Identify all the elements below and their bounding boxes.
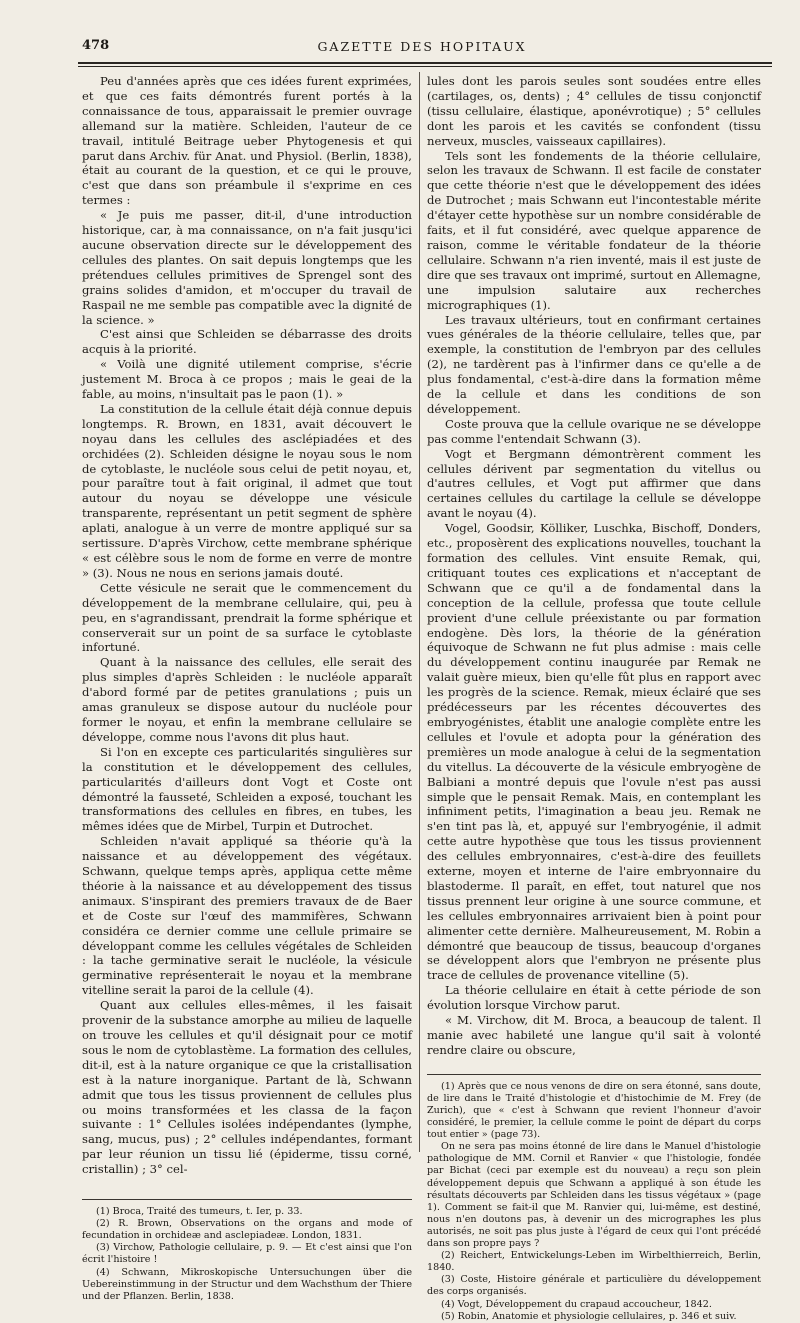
body-paragraph: Cette vésicule ne serait que le commencement du développement de la membrane cellulaire, qui, peu à peu, en s'agrandissant, prendrait la forme sphérique et conserverait sur un point de sa surface le cytoblaste infortuné. <box>82 580 412 655</box>
footnote: (3) Coste, Histoire générale et particulière du développement des corps organisés. <box>427 1274 761 1298</box>
body-paragraph: « Voilà une dignité utilement comprise, s'écrie justement M. Broca à ce propos ; mais le geai de la fable, au moins, n'insultait pas le paon (1). » <box>82 357 412 402</box>
body-paragraph: La constitution de la cellule était déjà connue depuis longtemps. R. Brown, en 1831, avait découvert le noyau dans les cellules des asclépiadées et des orchidées (2). Schleiden désigne le noyau sous le nom de cytoblaste, le nucléole sous celui de petit noyau, et, pour paraître tout à fait original, il admet que tout autour du noyau se développe une vésicule transparente, représentant un petit segment de sphère aplati, analogue à un verre de montre appliqué sur sa sertissure. D'après Virchow, cette membrane sphérique « est célèbre sous le nom de forme en verre de montre » (3). Nous ne nous en serions jamais douté. <box>82 401 412 580</box>
body-paragraph: « M. Virchow, dit M. Broca, a beaucoup de talent. Il manie avec habileté une langue qu'il sait à volonté rendre claire ou obscure, <box>427 1013 761 1057</box>
body-paragraph: Schleiden n'avait appliqué sa théorie qu'à la naissance et au développement des végétaux. Schwann, quelque temps après, appliqua cette même théorie à la naissance et au développement des tissus animaux. S'inspirant des premiers travaux de de Baer et de Coste sur l'œuf des mammifères, Schwann considéra ce dernier comme une cellule primaire se développant comme les cellules végétales de Schleiden : la tache germinative serait le nucléole, la vésicule germinative représenterait le noyau et la membrane vitelline serait la paroi de la cellule (4). <box>82 834 412 998</box>
page-number: 478 <box>82 38 110 53</box>
footnote: On ne sera pas moins étonné de lire dans le Manuel d'histologie pathologique de MM. Cornil et Ranvier « que l'histologie, fondée par Bichat (ceci par exemple est du nouveau) a reçu son plein développement depuis que Schwann a appliqué à son étude les résultats découverts par Schleiden dans les tissus végétaux » (page 1). Comment se fait-il que M. Ranvier qui, lui-même, est destiné, nous n'en doutons pas, à devenir un des micrographes les plus autorisés, ne soit pas plus juste à l'égard de ceux qui l'ont précédé dans son propre pays ? <box>427 1141 761 1250</box>
right-column <box>427 74 761 1323</box>
right-footnotes <box>427 1081 761 1323</box>
left-footnotes <box>82 1206 412 1303</box>
body-paragraph: « Je puis me passer, dit-il, d'une introduction historique, car, à ma connaissance, on n'a fait jusqu'ici aucune observation directe sur le développement des cellules des plantes. On sait depuis longtemps que les prétendues cellules primitives de Sprengel sont des grains solides d'amidon, et m'occuper du travail de Raspail ne me semble pas compatible avec la dignité de la science. » <box>82 208 412 327</box>
left-column <box>82 74 412 1303</box>
header-rule-thick <box>78 62 772 64</box>
footnote: (3) Virchow, Pathologie cellulaire, p. 9. — Et c'est ainsi que l'on écrit l'histoire ! <box>82 1242 412 1266</box>
column-divider <box>419 72 420 1152</box>
body-paragraph: Coste prouva que la cellule ovarique ne se développe pas comme l'entendait Schwann (3). <box>427 416 761 446</box>
body-paragraph: Tels sont les fondements de la théorie cellulaire, selon les travaux de Schwann. Il est facile de constater que cette théorie n'est que le développement des idées de Dutrochet ; mais Schwann eut l'incontestable mérite d'étayer cette hypothèse sur un nombre considérable de faits, et il fut considéré, avec quelque apparence de raison, comme le véritable fondateur de la théorie cellulaire. Schwann n'a rien inventé, mais il est juste de dire que ses travaux ont imprimé, surtout en Allemagne, une impulsion salutaire aux recherches micrographiques (1). <box>427 148 761 312</box>
body-paragraph: lules dont les parois seules sont soudées entre elles (cartilages, os, dents) ; 4° cellules de tissu conjonctif (tissu cellulaire, élastique, aponévrotique) ; 5° cellules dont les parois et les cavités se confondent (tissu nerveux, muscles, vaisseaux capillaires). <box>427 74 761 148</box>
journal-title: GAZETTE DES HOPITAUX <box>317 39 527 54</box>
body-paragraph: Vogel, Goodsir, Kölliker, Luschka, Bischoff, Donders, etc., proposèrent des explications nouvelles, touchant la formation des cellules. Vint ensuite Remak, qui, critiquant toutes ces explications et n'acceptant de Schwann que ce qu'il a de fondamental dans la conception de la cellule, professa que toute cellule provient d'une cellule préexistante ou par formation endogène. Dès lors, la théorie de la génération équivoque de Schwann ne fut plus admise : mais celle du développement continu inaugurée par Remak ne valait guère mieux, bien qu'elle fût plus en rapport avec les progrès de la science. Remak, mieux éclairé que ses prédécesseurs par les récentes découvertes des embryogénistes, établit une analogie complète entre les cellules et l'ovule et adopta pour la génération des premières un mode analogue à celui de la segmentation du vitellus. La découverte de la vésicule embryogène de Balbiani a montré depuis que l'ovule n'est pas aussi simple que le pensait Remak. Mais, en contemplant les infiniment petits, l'imagination a beau jeu. Remak ne s'en tint pas là, et, appuyé sur l'embryogénie, il admit cette autre hypothèse que tous les tissus proviennent des cellules embryonnaires, c'est-à-dire des feuillets externe, moyen et interne de l'aire embryonnaire du blastoderme. Il paraît, en effet, tout naturel que nos tissus prennent leur origine à une source commune, et les cellules embryonnaires arrivaient bien à point pour alimenter cette dernière. Malheureusement, M. Robin a démontré que beaucoup de tissus, beaucoup d'organes se développent alors que l'embryon ne présente plus trace de cellules de provenance vitelline (5). <box>427 521 761 983</box>
body-paragraph: Les travaux ultérieurs, tout en confirmant certaines vues générales de la théorie cellulaire, telles que, par exemple, la constitution de l'embryon par des cellules (2), ne tardèrent pas à l'infirmer dans ce qu'elle a de plus fondamental, c'est-à-dire dans la formation même de la cellule et dans les conditions de son développement. <box>427 312 761 416</box>
footnote-rule <box>427 1074 761 1075</box>
body-paragraph: Quant aux cellules elles-mêmes, il les faisait provenir de la substance amorphe au milieu de laquelle on trouve les cellules et qu'il désignait pour ce motif sous le nom de cytoblastème. La formation des cellules, dit-il, est à la nature organique ce que la cristallisation est à la nature inorganique. Partant de là, Schwann admit que tous les tissus proviennent de cellules plus ou moins transformées et les classa de la façon suivante : 1° Cellules isolées indépendantes (lymphe, sang, mucus, pus) ; 2° cellules indépendantes, formant par leur réunion un tissu lié (épiderme, tissu corné, cristallin) ; 3° cel- <box>82 998 412 1177</box>
body-paragraph: Quant à la naissance des cellules, elle serait des plus simples d'après Schleiden : le nucléole apparaît d'abord formé par de petites granulations ; puis un amas granuleux se dispose autour du nucléole pour former le noyau, et enfin la membrane cellulaire se développe, comme nous l'avons dit plus haut. <box>82 655 412 744</box>
footnote: (2) R. Brown, Observations on the organs and mode of fecundation in orchideæ and asclepiadeæ. London, 1831. <box>82 1218 412 1242</box>
body-paragraph: Peu d'années après que ces idées furent exprimées, et que ces faits démontrés furent portés à la connaissance de tous, apparaissait le premier ouvrage allemand sur la matière. Schleiden, l'auteur de ce travail, intitulé Beitrage ueber Phytogenesis et qui parut dans Archiv. für Anat. und Physiol. (Berlin, 1838), était au courant de la question, et ce qui le prouve, c'est que dans son préambule il s'exprime en ces termes : <box>82 74 412 208</box>
footnote: (4) Vogt, Développement du crapaud accoucheur, 1842. <box>441 1298 712 1310</box>
footnote: (5) Robin, Anatomie et physiologie cellulaires, p. 346 et suiv. <box>441 1310 737 1322</box>
footnote: (4) Schwann, Mikroskopische Untersuchungen über die Uebereinstimmung in der Structur und dem Wachsthum der Thiere und der Pflanzen. Berlin, 1838. <box>82 1266 412 1302</box>
body-paragraph: Vogt et Bergmann démontrèrent comment les cellules dérivent par segmentation du vitellus ou d'autres cellules, et Vogt put affirmer que dans certaines cellules du cartilage la cellule se développe avant le noyau (4). <box>427 446 761 521</box>
page-header <box>72 38 772 60</box>
body-paragraph: La théorie cellulaire en était à cette période de son évolution lorsque Virchow parut. <box>427 983 761 1013</box>
footnote-rule <box>82 1199 412 1200</box>
header-rule-thin <box>78 66 772 67</box>
footnote: (2) Reichert, Entwickelungs-Leben im Wirbelthierreich, Berlin, 1840. <box>427 1250 761 1274</box>
footnote: (1) Broca, Traité des tumeurs, t. Ier, p. 33. <box>96 1206 303 1218</box>
body-paragraph: C'est ainsi que Schleiden se débarrasse des droits acquis à la priorité. <box>82 327 412 357</box>
body-paragraph: Si l'on en excepte ces particularités singulières sur la constitution et le développement des cellules, particularités d'ailleurs dont Vogt et Coste ont démontré la fausseté, Schleiden a exposé, touchant les transformations des cellules en fibres, en tubes, les mêmes idées que de Mirbel, Turpin et Dutrochet. <box>82 744 412 834</box>
footnote: (1) Après que ce nous venons de dire on sera étonné, sans doute, de lire dans le Traité d'histologie et d'histochimie de M. Frey (de Zurich), que « c'est à Schwann que revient l'honneur d'avoir considéré, le premier, la cellule comme le point de départ du corps tout entier » (page 73). <box>427 1080 761 1141</box>
